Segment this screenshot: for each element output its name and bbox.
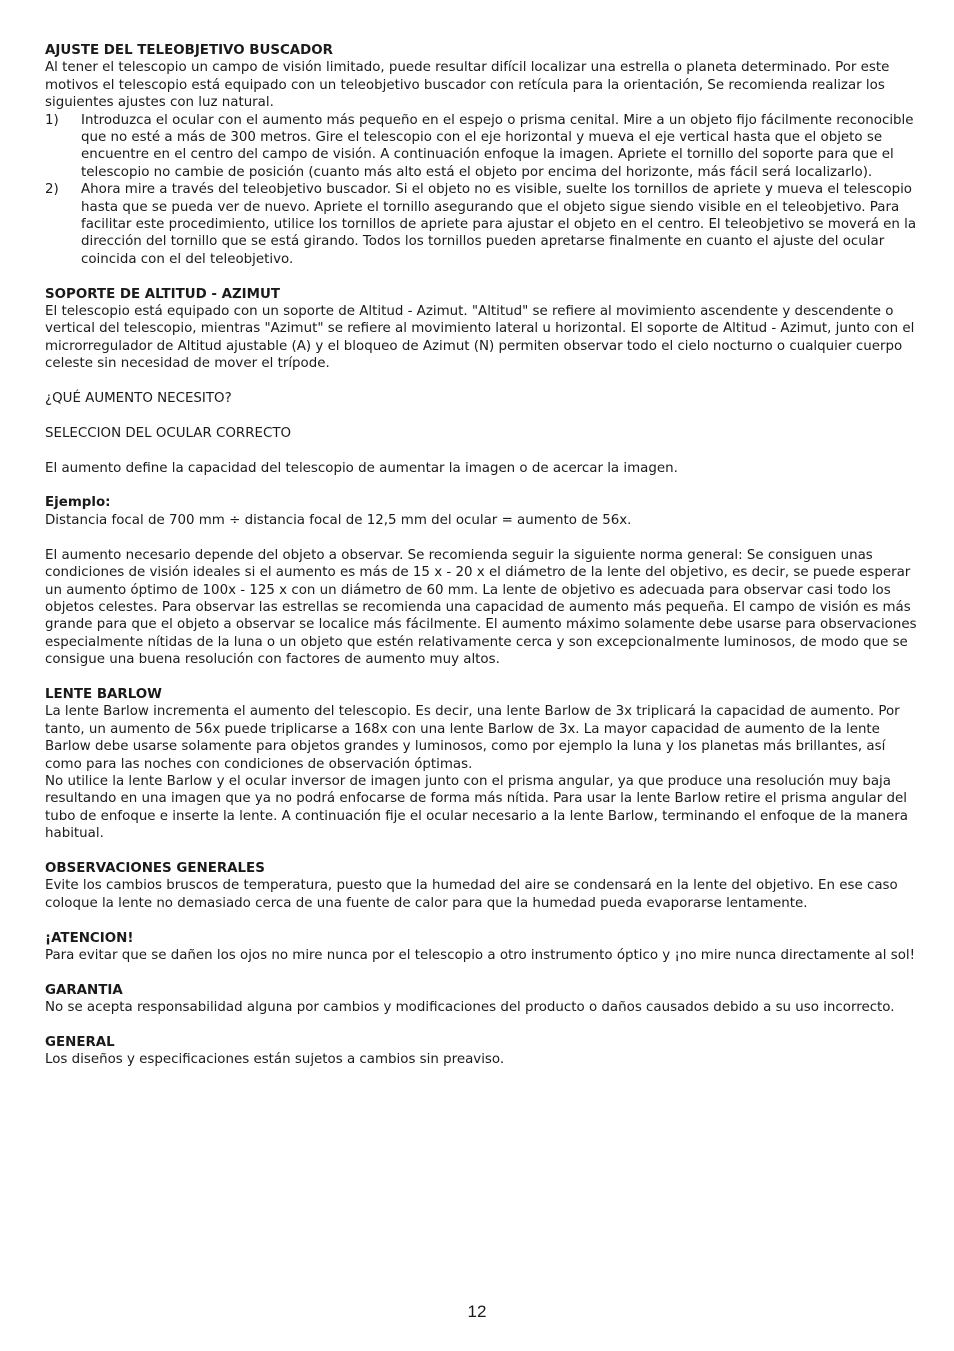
section-barlow [45,686,925,843]
observaciones-text: Evite los cambios bruscos de temperatura, puesto que la humedad del aire se condensará en la lente del objetivo. En ese caso coloque la lente no demasiado cerca de una fuente de calor para que la humedad pueda evaporarse lentamente. [45,878,898,911]
aumento-definition: El aumento define la capacidad del telescopio de aumentar la imagen o de acercar la imagen. [45,460,678,476]
section-soporte [45,286,925,373]
heading-buscador: AJUSTE DEL TELEOBJETIVO BUSCADOR [45,43,333,58]
list-text: Ahora mire a través del teleobjetivo buscador. Si el objeto no es visible, suelte los tornillos de apriete y mueva el telescopio hasta que se pueda ver de nuevo. Apriete el tornillo asegurando que el objeto sigue siendo visible en el teleobjetivo. Para facilitar este procedimiento, utilice los tornillos de apriete para ajustar el objeto en el centro. El teleobjetivo se moverá en la dirección del tornillo que se está girando. Todos los tornillos pueden apretarse finalmente en cuanto el ajuste del ocular coincida con el del teleobjetivo. [81,182,917,267]
heading-observaciones: OBSERVACIONES GENERALES [45,860,265,876]
section-aumento-necesario [45,547,925,669]
heading-barlow: LENTE BARLOW [45,686,162,702]
garantia-text: No se acepta responsabilidad alguna por cambios y modificaciones del producto o daños causados debido a su uso incorrecto. [45,1000,895,1016]
section-aumento-question [45,390,925,407]
heading-garantia: GARANTIA [45,982,123,998]
aumento-question: ¿QUÉ AUMENTO NECESITO? [45,391,232,407]
atencion-text: Para evitar que se dañen los ojos no mire nunca por el telescopio a otro instrumento óptico y ¡no mire nunca directamente al sol! [45,947,915,963]
section-atencion [45,930,925,965]
document-page [45,42,925,1086]
list-item [45,181,925,268]
section-aumento-def [45,460,925,477]
heading-ejemplo: Ejemplo: [45,495,111,511]
ejemplo-text: Distancia focal de 700 mm ÷ distancia focal de 12,5 mm del ocular = aumento de 56x. [45,512,632,528]
section-buscador [45,42,925,268]
section-seleccion [45,425,925,442]
soporte-text: El telescopio está equipado con un soporte de Altitud - Azimut. "Altitud" se refiere al movimiento ascendente y descendente o vertical del telescopio, mientras "Azimut" se refiere al movimiento lateral u horizontal. El soporte de Altitud - Azimut, junto con el microrregulador de Altitud ajustable (A) y el bloqueo de Azimut (N) permiten observar todo el cielo nocturno o cualquier cuerpo celeste sin necesidad de mover el trípode. [45,304,915,372]
general-text: Los diseños y especificaciones están sujetos a cambios sin preaviso. [45,1052,505,1068]
heading-atencion: ¡ATENCION! [45,930,134,946]
list-item [45,112,925,182]
aumento-necesario-text: El aumento necesario depende del objeto a observar. Se recomienda seguir la siguiente norma general: Se consiguen unas condiciones de visión ideales si el aumento es más de 15 x - 20 x el diámetro de la lente del objetivo, es decir, se puede esperar un aumento óptimo de 100x - 125 x con un diámetro de 60 mm. La lente de objetivo es adecuada para observar casi todo los objetos celestes. Para observar las estrellas se recomienda una capacidad de aumento más pequeña. El campo de visión es más grande para que el objeto a observar se localice más fácilmente. El aumento máximo solamente debe usarse para observaciones especialmente nítidas de la luna o un objeto que estén relativamente cerca y son excepcionalmente luminosos, de modo que se consigue una buena resolución con factores de aumento muy altos. [45,547,917,668]
seleccion-ocular: SELECCION DEL OCULAR CORRECTO [45,425,292,441]
barlow-paragraph-2: No utilice la lente Barlow y el ocular inversor de imagen junto con el prisma angular, ya que produce una resolución muy baja resultando en una imagen que ya no podrá enfocarse de forma más nítida. Para usar la lente Barlow retire el prisma angular del tubo de enfoque e inserte la lente. A continuación fije el ocular necesario a la lente Barlow, terminando el enfoque de la manera habitual. [45,773,908,842]
section-general [45,1034,925,1069]
section-observaciones [45,860,925,912]
list-number: 2) [45,182,59,198]
heading-soporte: SOPORTE DE ALTITUD - AZIMUT [45,286,280,302]
barlow-paragraph-1: La lente Barlow incrementa el aumento del telescopio. Es decir, una lente Barlow de 3x triplicará la capacidad de aumento. Por tanto, un aumento de 56x puede triplicarse a 168x con una lente Barlow de 3x. La mayor capacidad de aumento de la lente Barlow debe usarse solamente para objetos grandes y luminosos, como por ejemplo la luna y los planetas más brillantes, así como para las noches con condiciones de observación óptimas. [45,704,900,772]
list-number: 1) [45,112,59,128]
section-ejemplo [45,494,925,529]
list-text: Introduzca el ocular con el aumento más pequeño en el espejo o prisma cenital. Mire a un objeto fijo fácilmente reconocible que no esté a más de 300 metros. Gire el telescopio con el eje horizontal y mueva el eje vertical hasta que el objeto se encuentre en el centro del campo de visión. A continuación enfoque la imagen. Apriete el tornillo del soporte para que el telescopio no cambie de posición (cuanto más alto está el objeto por encima del horizonte, más fácil será localizarlo). [81,112,914,180]
page-number: 12 [467,1302,487,1321]
buscador-intro: Al tener el telescopio un campo de visión limitado, puede resultar difícil localizar una estrella o planeta determinado. Por este motivos el telescopio está equipado con un teleobjetivo buscador con retícula para la orientación, Se recomienda realizar los siguientes ajustes con luz natural. [45,60,890,111]
section-garantia [45,982,925,1017]
heading-general: GENERAL [45,1034,115,1050]
